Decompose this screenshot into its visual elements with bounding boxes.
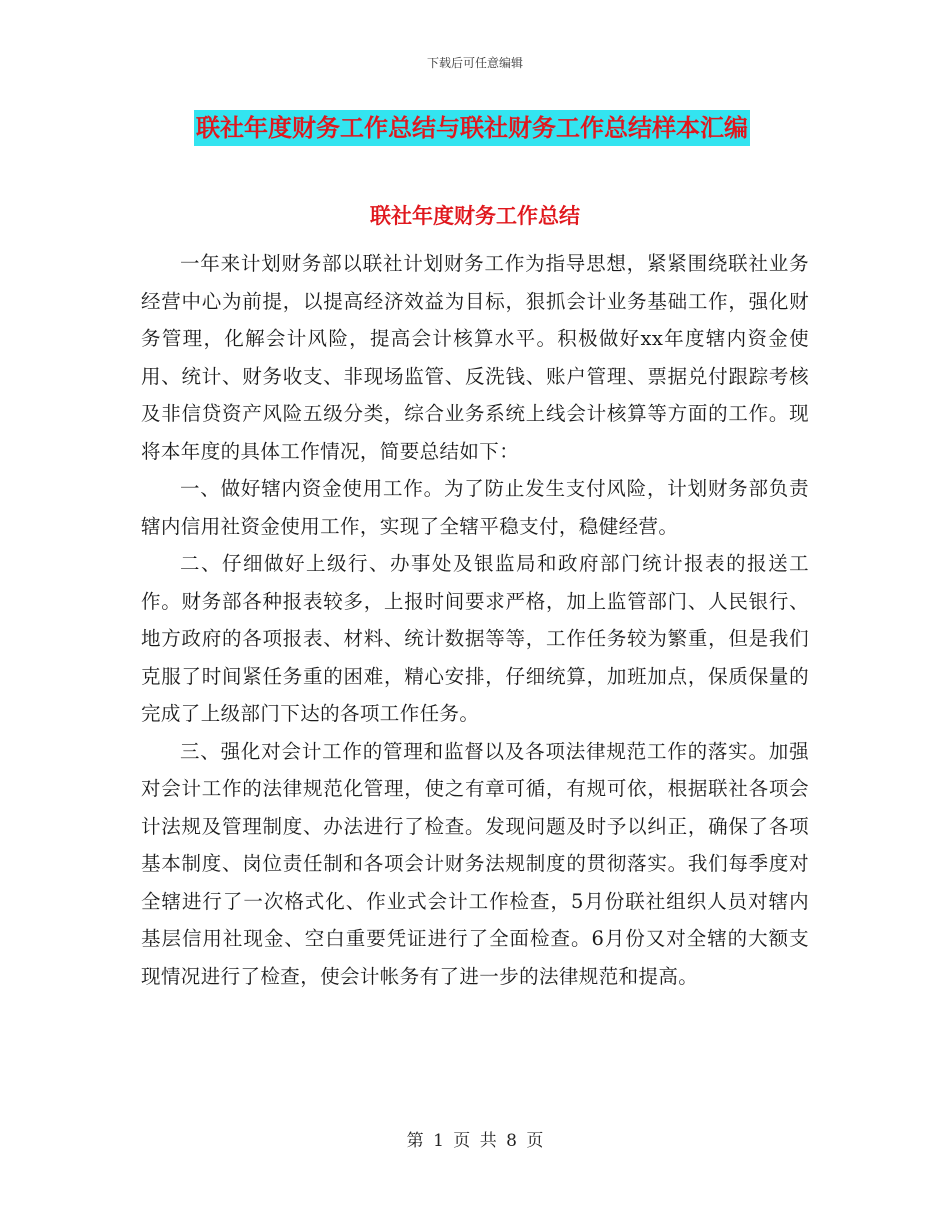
paragraph-item-1: 一、做好辖内资金使用工作。为了防止发生支付风险，计划财务部负责辖内信用社资金使用工作，实现了全辖平稳支付，稳健经营。 (141, 477, 809, 538)
paragraph-intro: 一年来计划财务部以联社计划财务工作为指导思想，紧紧围绕联社业务经营中心为前提，以提高经济效益为目标，狠抓会计业务基础工作，强化财务管理，化解会计风险，提高会计核算水平。积极做好xx年度辖内资金使用、统计、财务收支、非现场监管、反洗钱、账户管理、票据兑付跟踪考核及非信贷资产风险五级分类，综合业务系统上线会计核算等方面的工作。现将本年度的具体工作情况，简要总结如下： (141, 252, 809, 463)
document-body (141, 245, 809, 995)
page-number-footer: 第 1 页 共 8 页 (406, 1131, 544, 1151)
page-header-note: 下载后可任意编辑 (426, 56, 523, 70)
paragraph-item-3: 三、强化对会计工作的管理和监督以及各项法律规范工作的落实。加强对会计工作的法律规范化管理，使之有章可循，有规可依，根据联社各项会计法规及管理制度、办法进行了检查。发现问题及时予以纠正，确保了各项基本制度、岗位责任制和各项会计财务法规制度的贯彻落实。我们每季度对全辖进行了一次格式化、作业式会计工作检查，5月份联社组织人员对辖内基层信用社现金、空白重要凭证进行了全面检查。6月份又对全辖的大额支现情况进行了检查，使会计帐务有了进一步的法律规范和提高。 (141, 739, 809, 988)
document-title: 联社年度财务工作总结与联社财务工作总结样本汇编 (194, 110, 750, 146)
section-title: 联社年度财务工作总结 (370, 203, 580, 228)
paragraph-item-2: 二、仔细做好上级行、办事处及银监局和政府部门统计报表的报送工作。财务部各种报表较多，上报时间要求严格，加上监管部门、人民银行、地方政府的各项报表、材料、统计数据等等，工作任务较为繁重，但是我们克服了时间紧任务重的困难，精心安排，仔细统算，加班加点，保质保量的完成了上级部门下达的各项工作任务。 (141, 552, 809, 725)
